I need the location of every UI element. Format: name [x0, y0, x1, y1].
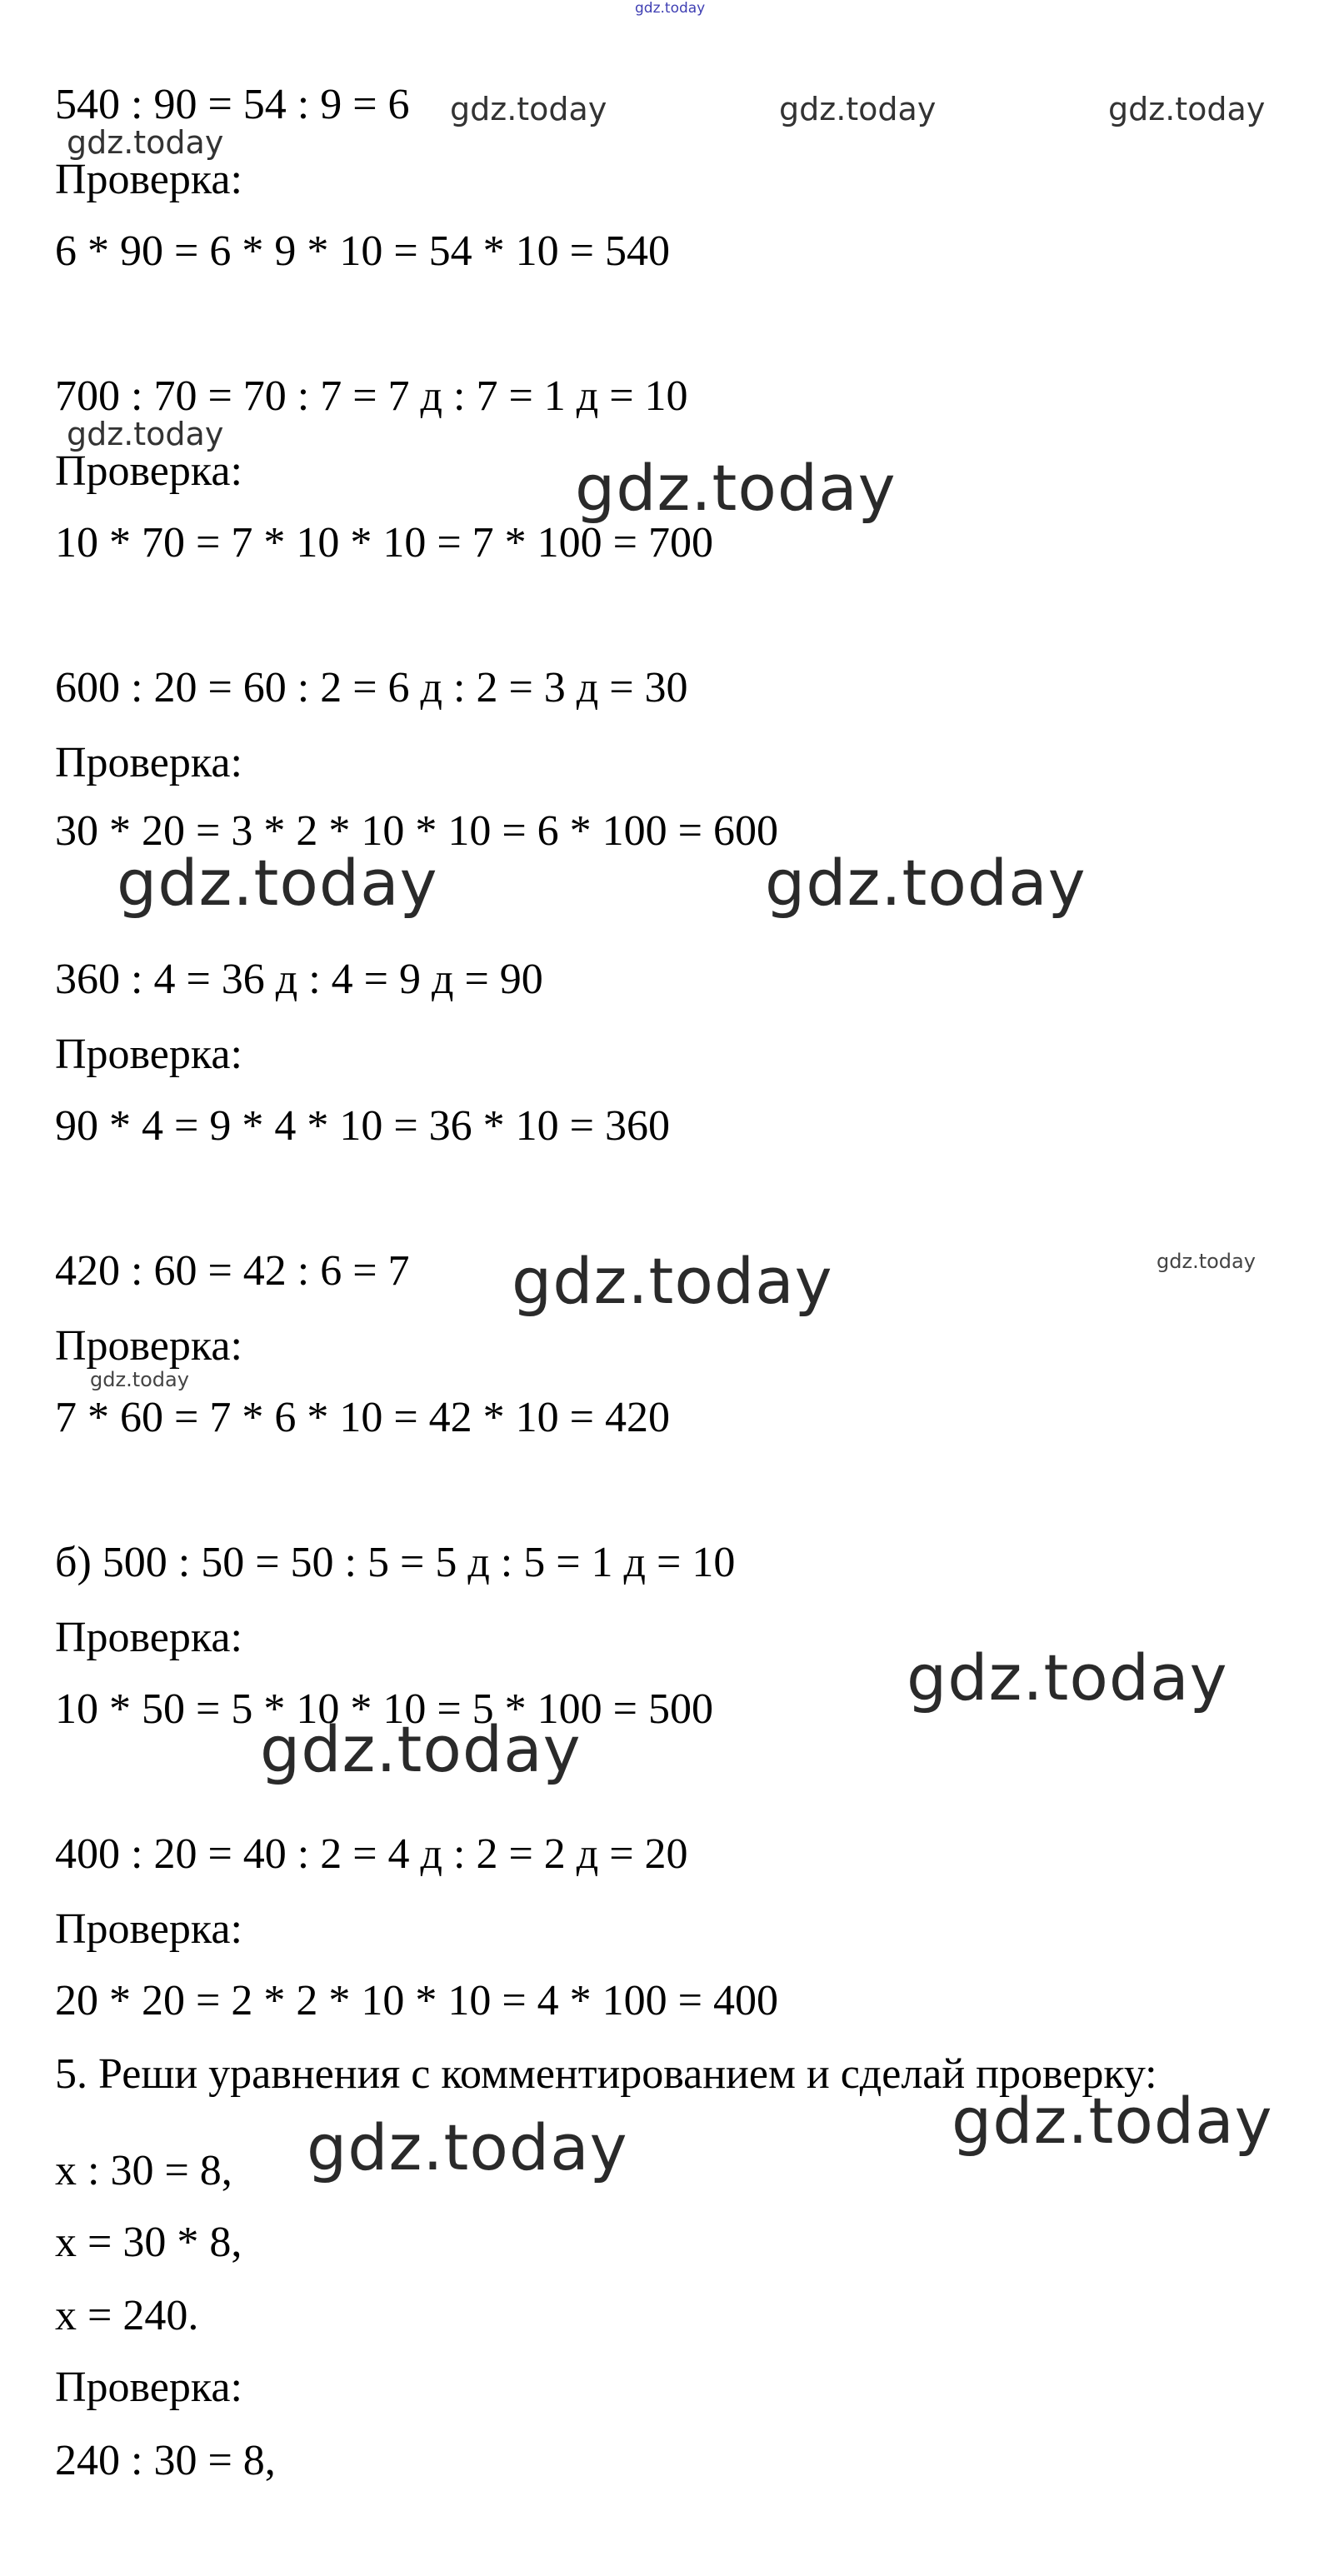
- text-line-equation: x = 30 * 8,: [55, 2219, 242, 2266]
- text-line-check-label: Проверка:: [55, 1905, 242, 1953]
- watermark: gdz.today: [1108, 91, 1266, 127]
- watermark: gdz.today: [307, 2110, 628, 2184]
- task-heading: 5. Реши уравнения с комментированием и сделай проверку:: [55, 2050, 1157, 2098]
- text-line-equation: 360 : 4 = 36 д : 4 = 9 д = 90: [55, 956, 543, 1003]
- watermark: gdz.today: [907, 1640, 1228, 1715]
- watermark: gdz.today: [512, 1244, 833, 1318]
- text-line-equation: x : 30 = 8,: [55, 2147, 232, 2194]
- text-line-equation: 600 : 20 = 60 : 2 = 6 д : 2 = 3 д = 30: [55, 664, 688, 711]
- watermark: gdz.today: [450, 91, 607, 127]
- text-line-equation: 20 * 20 = 2 * 2 * 10 * 10 = 4 * 100 = 400: [55, 1977, 778, 2024]
- text-line-equation: x = 240.: [55, 2292, 199, 2339]
- watermark: gdz.today: [67, 124, 224, 161]
- text-line-equation: 7 * 60 = 7 * 6 * 10 = 42 * 10 = 420: [55, 1394, 670, 1441]
- text-line-check-label: Проверка:: [55, 447, 242, 495]
- text-line-check-label: Проверка:: [55, 739, 242, 786]
- watermark: gdz.today: [90, 1368, 189, 1391]
- watermark: gdz.today: [117, 846, 438, 920]
- watermark: gdz.today: [765, 846, 1087, 920]
- text-line-equation: 420 : 60 = 42 : 6 = 7: [55, 1247, 410, 1295]
- watermark: gdz.today: [635, 0, 706, 17]
- watermark: gdz.today: [67, 416, 224, 452]
- text-line-equation: 90 * 4 = 9 * 4 * 10 = 36 * 10 = 360: [55, 1102, 670, 1150]
- watermark: gdz.today: [779, 91, 937, 127]
- text-line-check-label: Проверка:: [55, 1031, 242, 1078]
- watermark: gdz.today: [260, 1712, 582, 1786]
- watermark: gdz.today: [1157, 1250, 1256, 1273]
- text-line-equation: б) 500 : 50 = 50 : 5 = 5 д : 5 = 1 д = 10: [55, 1539, 736, 1586]
- watermark: gdz.today: [952, 2084, 1273, 2158]
- text-line-equation: 540 : 90 = 54 : 9 = 6: [55, 81, 410, 128]
- text-line-check-label: Проверка:: [55, 156, 242, 203]
- text-line-equation: 700 : 70 = 70 : 7 = 7 д : 7 = 1 д = 10: [55, 372, 688, 420]
- text-line-equation: 400 : 20 = 40 : 2 = 4 д : 2 = 2 д = 20: [55, 1830, 688, 1878]
- watermark: gdz.today: [575, 451, 897, 525]
- text-line-check-label: Проверка:: [55, 1322, 242, 1370]
- text-line-check-label: Проверка:: [55, 1614, 242, 1661]
- text-line-equation: 10 * 70 = 7 * 10 * 10 = 7 * 100 = 700: [55, 519, 713, 567]
- text-line-equation: 6 * 90 = 6 * 9 * 10 = 54 * 10 = 540: [55, 227, 670, 275]
- text-line-equation: 30 * 20 = 3 * 2 * 10 * 10 = 6 * 100 = 600: [55, 807, 778, 855]
- text-line-check-label: Проверка:: [55, 2364, 242, 2411]
- text-line-equation: 10 * 50 = 5 * 10 * 10 = 5 * 100 = 500: [55, 1685, 713, 1733]
- text-line-equation: 240 : 30 = 8,: [55, 2437, 276, 2484]
